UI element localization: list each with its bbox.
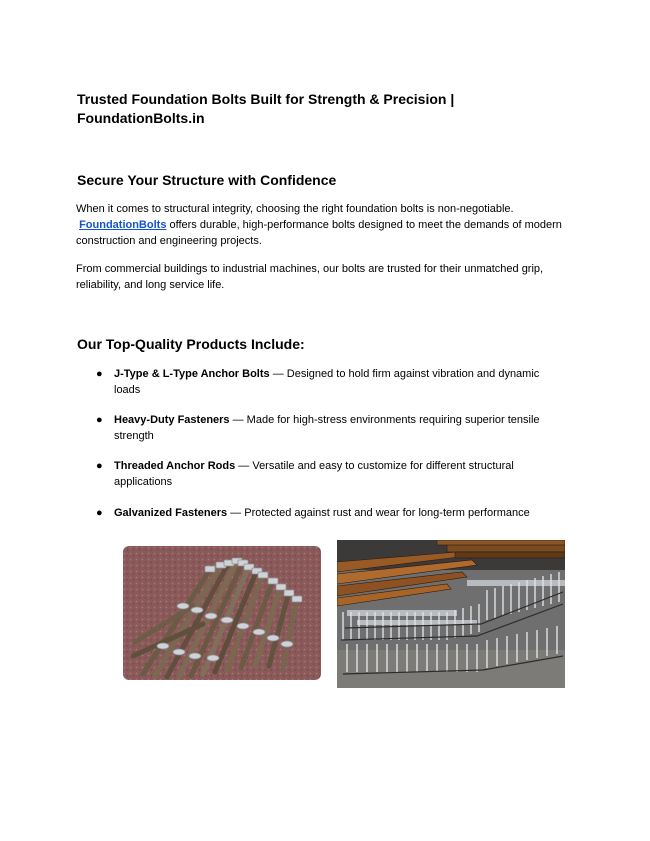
product-name: J-Type & L-Type Anchor Bolts (114, 368, 270, 380)
foundationbolts-link[interactable]: FoundationBolts (79, 219, 167, 231)
bullet-icon: ● (96, 460, 103, 472)
product-desc: — Versatile and easy to customize for different structural applications (114, 460, 514, 488)
product-desc: — Designed to hold firm against vibration and dynamic loads (114, 368, 540, 396)
product-name: Galvanized Fasteners (114, 507, 228, 519)
product-desc: — Protected against rust and wear for long-term performance (230, 507, 530, 519)
section-heading-secure: Secure Your Structure with Confidence (77, 172, 337, 188)
list-item-text (114, 412, 566, 444)
anchor-bolts-photo (123, 546, 321, 680)
intro-paragraph (76, 201, 576, 249)
trust-paragraph: From commercial buildings to industrial machines, our bolts are trusted for their unmatched grip, reliability, and long service life. (76, 263, 544, 291)
product-name: Heavy-Duty Fasteners (114, 414, 230, 426)
bullet-icon: ● (96, 507, 103, 519)
list-item-text (114, 366, 566, 398)
warehouse-bolts-photo (337, 540, 565, 688)
intro-text-start: When it comes to structural integrity, choosing the right foundation bolts is non-negotiable. (76, 203, 514, 215)
intro-text-end: offers durable, high-performance bolts designed to meet the demands of modern construction and engineering projects. (76, 219, 562, 247)
page-title: Trusted Foundation Bolts Built for Strength & Precision | FoundationBolts.in (77, 91, 455, 126)
bullet-icon: ● (96, 368, 103, 380)
product-desc: — Made for high-stress environments requiring superior tensile strength (114, 414, 540, 442)
list-item-text (114, 458, 566, 490)
bullet-icon: ● (96, 414, 103, 426)
section-heading-products: Our Top-Quality Products Include: (77, 336, 305, 352)
product-name: Threaded Anchor Rods (114, 460, 236, 472)
list-item-text (114, 505, 566, 521)
